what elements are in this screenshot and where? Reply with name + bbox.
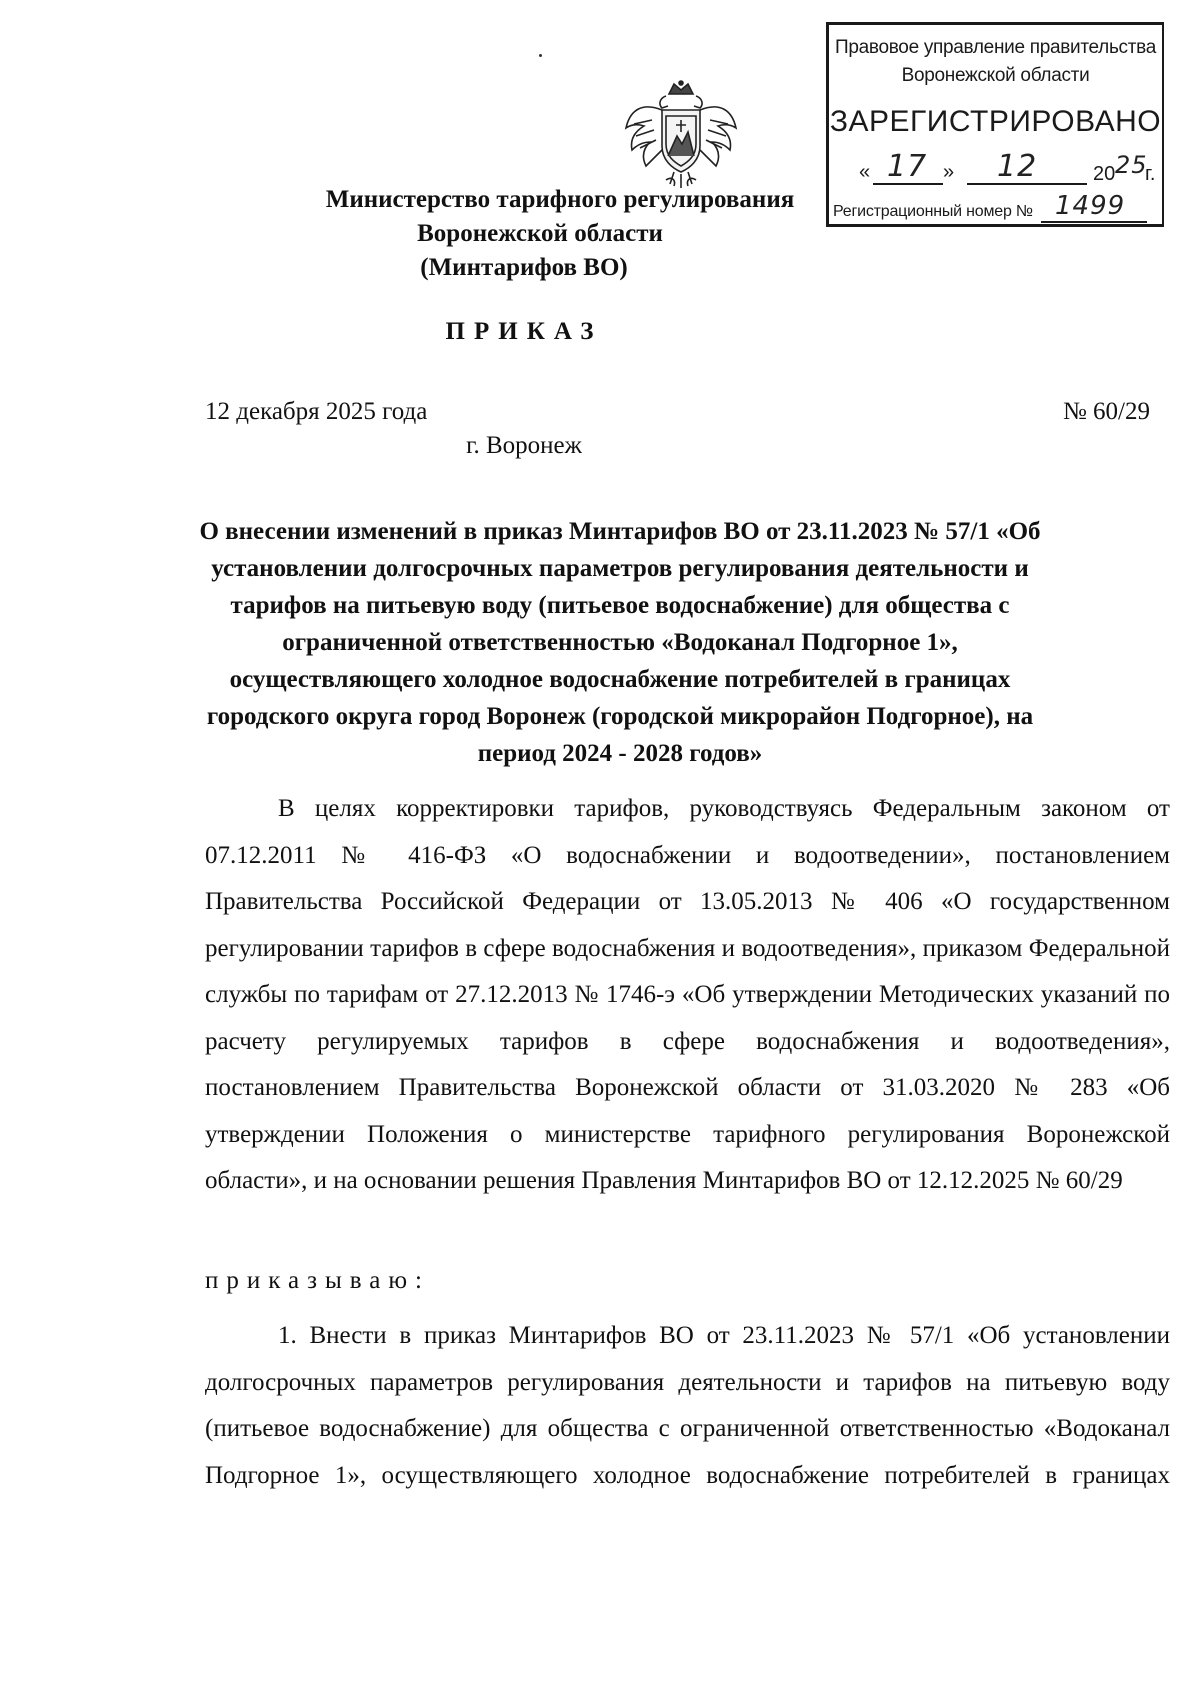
stamp-regnum: 1499 <box>1055 191 1126 221</box>
stamp-year-label: г. <box>1145 163 1156 185</box>
stamp-authority-line1: Правовое управление правительства <box>834 37 1156 58</box>
scan-speck <box>539 54 542 57</box>
document-subject: О внесении изменений в приказ Минтарифов ВО от 23.11.2023 № 57/1 «Об установлении долгосрочных параметров регулирования деятельности и тарифов на питьевую воду (питьевое водоснабжение) для общества с ограниченной ответственностью «Водоканал Подгорное 1», осуществляющего холодное водоснабжение потребителей в границах городского округа город Воронеж (городской микрорайон Подгорное), на период 2024 - 2028 годов» <box>199 518 1041 767</box>
document-type: ПРИКАЗ <box>445 318 603 345</box>
stamp-day-underline <box>873 183 943 185</box>
ministry-name-line2: Воронежской области <box>417 220 663 247</box>
stamp-authority-line2: Воронежской области <box>901 65 1090 86</box>
item-1-paragraph <box>205 1313 1170 1499</box>
stamp-month-underline <box>967 183 1087 185</box>
coat-of-arms-icon <box>622 80 740 190</box>
stamp-close-quote: » <box>943 161 955 183</box>
document-city: г. Воронеж <box>466 432 582 459</box>
stamp-open-quote: « <box>859 161 871 183</box>
stamp-month: 12 <box>997 149 1038 184</box>
stamp-day: 17 <box>887 149 928 184</box>
ministry-name-line1: Министерство тарифного регулирования <box>325 186 795 213</box>
ministry-short-name: (Минтарифов ВО) <box>420 254 628 281</box>
item-1-text: 1. Внести в приказ Минтарифов ВО от 23.11.2023 № 57/1 «Об установлении долгосрочных параметров регулирования деятельности и тарифов на питьевую воду (питьевое водоснабжение) для общества с ограниченной ответственностью «Водоканал Подгорное 1», осуществляющего холодное водоснабжение потребителей в границах <box>205 1322 1170 1489</box>
preamble-paragraph <box>205 786 1170 1205</box>
document-date: 12 декабря 2025 года <box>205 398 428 425</box>
stamp-year-suffix: 25 <box>1115 151 1148 179</box>
document-number: № 60/29 <box>1062 398 1150 425</box>
stamp-registered-label: ЗАРЕГИСТРИРОВАНО <box>829 105 1162 138</box>
stamp-year-prefix: 20 <box>1093 163 1116 185</box>
order-word: приказываю: <box>205 1267 430 1294</box>
stamp-regnum-label: Регистрационный номер № <box>833 203 1033 220</box>
preamble-text: В целях корректировки тарифов, руководствуясь Федеральным законом от 07.12.2011 № 416-ФЗ «О водоснабжении и водоотведении», постановлением Правительства Российской Федерации от 13.05.2013 № 406 «О государственном регулировании тарифов в сфере водоснабжения и водоотведения», приказом Федеральной службы по тарифам от 27.12.2013 № 1746-э «Об утверждении Методических указаний по расчету регулируемых тарифов в сфере водоснабжения и водоотведения», постановлением Правительства Воронежской области от 31.03.2020 № 283 «Об утверждении Положения о министерстве тарифного регулирования Воронежской области», и на основании решения Правления Минтарифов ВО от 12.12.2025 № 60/29 <box>205 795 1170 1194</box>
